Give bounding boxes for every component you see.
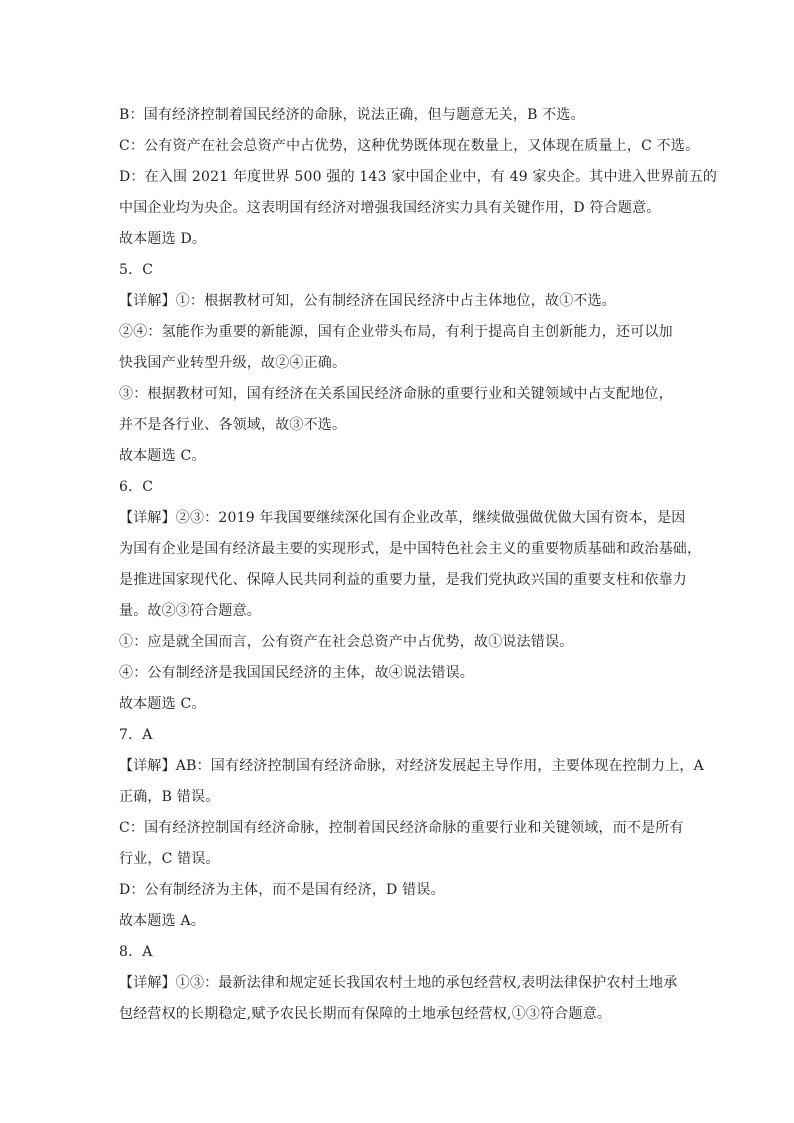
question-number: 5．C	[119, 262, 154, 278]
text-line: D：在入围 2021 年度世界 500 强的 143 家中国企业中，有 49 家央企。其中进入世界前五的	[119, 169, 718, 185]
text-line: 中国企业均为央企。这表明国有经济对增强我国经济实力具有关键作用，D 符合题意。	[119, 200, 661, 216]
text-line: ③：根据教材可知，国有经济在关系国民经济命脉的重要行业和关键领域中占支配地位，	[119, 386, 673, 402]
text-line: 正确，B 错误。	[119, 789, 220, 805]
question-number: 7．A	[119, 727, 153, 743]
text-line: B：国有经济控制着国民经济的命脉，说法正确，但与题意无关，B 不选。	[119, 107, 585, 123]
question-number: 8．A	[119, 944, 153, 960]
text-line: 快我国产业转型升级，故②④正确。	[119, 355, 347, 371]
text-line: 并不是各行业、各领域，故③不选。	[119, 417, 347, 433]
text-line: 行业，C 错误。	[119, 851, 220, 867]
text-line: 【详解】①：根据教材可知，公有制经济在国民经济中占主体地位，故①不选。	[119, 293, 616, 309]
text-line: 故本题选 D。	[119, 231, 207, 247]
text-line: 故本题选 C。	[119, 448, 206, 464]
text-line: C：国有经济控制国有经济命脉，控制着国民经济命脉的重要行业和关键领域，而不是所有	[119, 820, 684, 836]
text-line: ②④：氢能作为重要的新能源，国有企业带头布局，有利于提高自主创新能力，还可以加	[119, 324, 673, 340]
text-line: C：公有资产在社会总资产中占优势，这种优势既体现在数量上，又体现在质量上，C 不选。	[119, 138, 700, 154]
text-line: 为国有企业是国有经济最主要的实现形式，是中国特色社会主义的重要物质基础和政治基础，	[119, 541, 702, 557]
text-line: ①：应是就全国而言，公有资产在社会总资产中占优势，故①说法错误。	[119, 634, 574, 650]
text-line: 包经营权的长期稳定,赋予农民长期而有保障的土地承包经营权,①③符合题意。	[119, 1006, 612, 1022]
text-line: 量。故②③符合题意。	[119, 603, 261, 619]
text-line: 故本题选 C。	[119, 696, 206, 712]
text-line: 【详解】AB：国有经济控制国有经济命脉，对经济发展起主导作用，主要体现在控制力上，A	[119, 758, 704, 774]
question-number: 6．C	[119, 479, 154, 495]
text-line: 【详解】①③：最新法律和规定延长我国农村土地的承包经营权,表明法律保护农村土地承	[119, 975, 678, 991]
text-line: 【详解】②③：2019 年我国要继续深化国有企业改革，继续做强做优做大国有资本，是因	[119, 510, 686, 526]
text-line: 是推进国家现代化、保障人民共同利益的重要力量，是我们党执政兴国的重要支柱和依靠力	[119, 572, 687, 588]
text-line: ④：公有制经济是我国国民经济的主体，故④说法错误。	[119, 665, 474, 681]
document-body	[119, 100, 718, 1030]
text-line: D：公有制经济为主体，而不是国有经济，D 错误。	[119, 882, 445, 898]
text-line: 故本题选 A。	[119, 913, 205, 929]
